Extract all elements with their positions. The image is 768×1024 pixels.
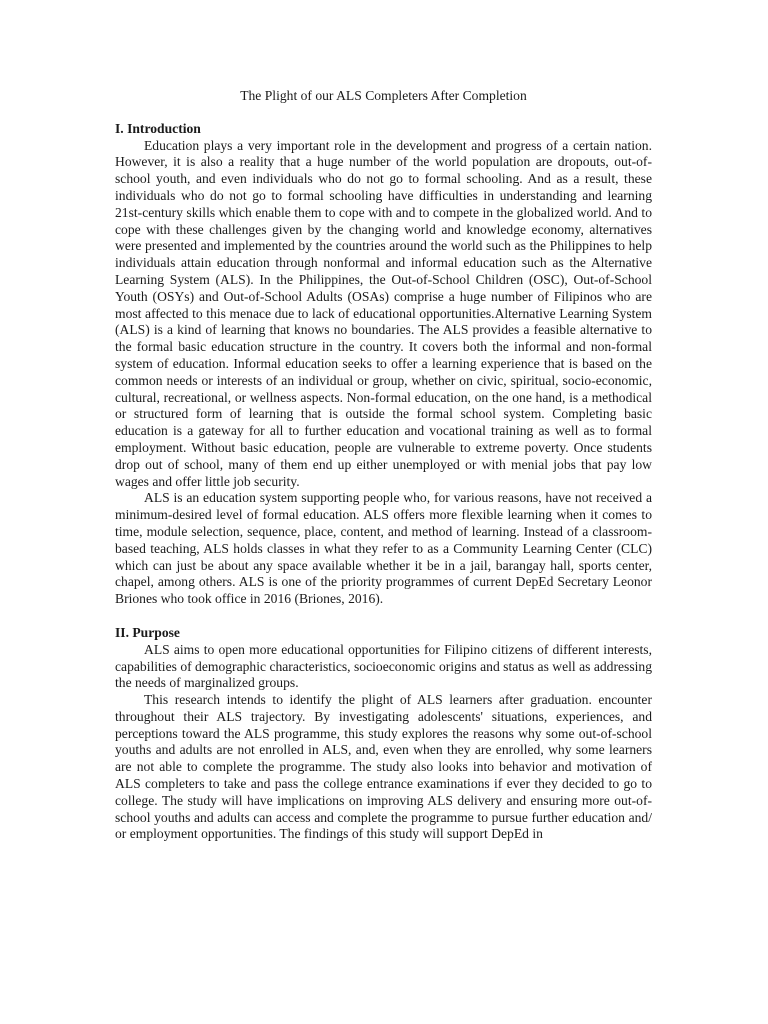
intro-paragraph-1: Education plays a very important role in the development and progress of a certain nation. However, it is also a reality that a huge number of the world population are dropouts, out-of-school youth, and even individuals who do not go to formal schooling. And as a result, these individuals who do not go to formal schooling have difficulties in understanding and learning 21st-century skills which enable them to cope with and to compete in the globalized world. And to cope with these challenges given by the changing world and knowledge economy, alternatives were presented and implemented by the countries around the world such as the Philippines to help individuals attain education through nonformal and informal education such as the Alternative Learning System (ALS). In the Philippines, the Out-of-School Children (OSC), Out-of-School Youth (OSYs) and Out-of-School Adults (OSAs) comprise a huge number of Filipinos who are most affected to this menace due to lack of educational opportunities.Alternative Learning System (ALS) is a kind of learning that knows no boundaries. The ALS provides a feasible alternative to the formal basic education structure in the country. It covers both the informal and non-formal system of education. Informal education seeks to offer a learning experience that is based on the common needs or interests of an individual or group, whether on civic, spiritual, socio-economic, cultural, recreational, or wellness aspects. Non-formal education, on the one hand, is a methodical or structured form of learning that is outside the formal school system. Completing basic education is a gateway for all to further education and vocational training as well as to formal employment. Without basic education, people are vulnerable to extreme poverty. Once students drop out of school, many of them end up either unemployed or with menial jobs that pay low wages and offer little job security. [115, 137, 652, 489]
section-heading-introduction: I. Introduction [115, 120, 201, 136]
purpose-paragraph-2: This research intends to identify the plight of ALS learners after graduation. encounter throughout their ALS trajectory. By investigating adolescents' situations, experiences, and perceptions toward the ALS programme, this study explores the reasons why some out-of-school youths and adults are not enrolled in ALS, and, even when they are enrolled, why some learners are not able to complete the programme. The study also looks into behavior and motivation of ALS completers to take and pass the college entrance examinations if ever they decided to go to college. The study will have implications on improving ALS delivery and ensuring more out-of-school youths and adults can access and complete the programme to pursue further education and/ or employment opportunities. The findings of this study will support DepEd in [115, 692, 652, 842]
section-heading-purpose: II. Purpose [115, 624, 180, 640]
section-spacer [115, 608, 652, 625]
purpose-paragraph-1: ALS aims to open more educational opportunities for Filipino citizens of different interests, capabilities of demographic characteristics, socioeconomic origins and status as well as addressing the needs of marginalized groups. [115, 641, 652, 691]
document-title: The Plight of our ALS Completers After Completion [240, 88, 527, 103]
intro-paragraph-2: ALS is an education system supporting people who, for various reasons, have not received a minimum-desired level of formal education. ALS offers more flexible learning when it comes to time, module selection, sequence, place, content, and method of learning. Instead of a classroom-based teaching, ALS holds classes in what they refer to as a Community Learning Center (CLC) which can just be about any space available whether it be in a jail, barangay hall, sports center, chapel, among others. ALS is one of the priority programmes of current DepEd Secretary Leonor Briones who took office in 2016 (Briones, 2016). [115, 490, 652, 607]
document-body [115, 88, 652, 843]
